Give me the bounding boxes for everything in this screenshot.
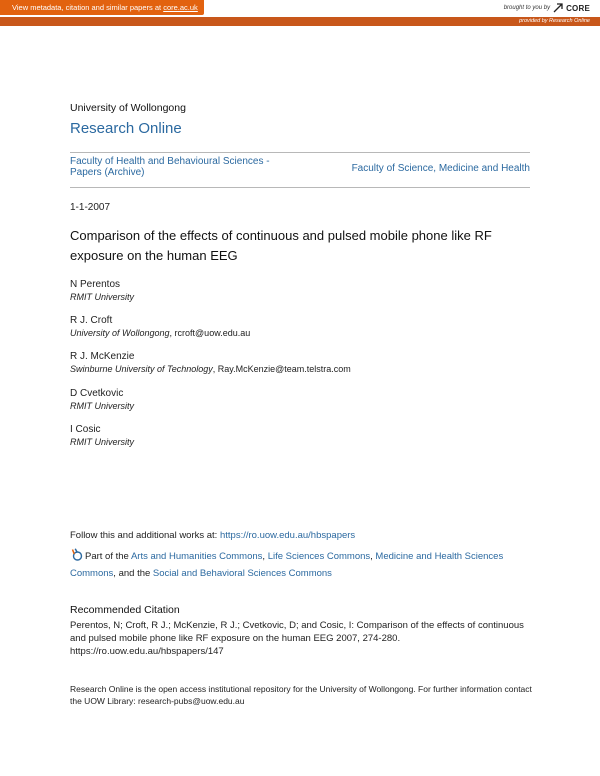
core-link[interactable]: core.ac.uk	[163, 3, 198, 12]
core-metadata-link-bar	[0, 0, 204, 15]
author-entry	[70, 350, 351, 376]
provided-by-text[interactable]: provided by Research Online	[519, 18, 590, 24]
part-of-commons	[70, 548, 530, 582]
commons-link-arts[interactable]: Arts and Humanities Commons	[130, 551, 263, 562]
author-name: I Cosic	[70, 424, 101, 435]
author-affiliation: RMIT University	[70, 437, 135, 447]
author-entry	[70, 314, 250, 340]
brought-by-core	[504, 3, 590, 13]
follow-line	[70, 530, 355, 541]
brought-by-text: brought to you by	[503, 5, 551, 11]
repository-name[interactable]: Research Online	[70, 120, 182, 137]
commons-link-social[interactable]: Social and Behavioral Sciences Commons	[152, 568, 332, 579]
author-entry	[70, 278, 134, 304]
provided-by-bar	[0, 17, 600, 26]
author-affiliation: RMIT University	[70, 401, 135, 411]
paper-title: Comparison of the effects of continuous and pulsed mobile phone like RF exposure on the human EEG	[70, 228, 492, 263]
author-name: R J. Croft	[70, 315, 113, 326]
author-email: , rcroft@uow.edu.au	[169, 328, 251, 338]
commons-link-medicine[interactable]: Medicine and Health Sciences Commons	[70, 551, 504, 579]
author-affiliation: Swinburne University of Technology	[70, 364, 213, 374]
author-affiliation: RMIT University	[70, 292, 135, 302]
recommended-citation-heading: Recommended Citation	[70, 604, 180, 616]
author-entry	[70, 387, 134, 413]
open-access-icon	[70, 548, 83, 561]
author-name: N Perentos	[70, 279, 121, 290]
author-entry	[70, 423, 134, 449]
citation-text: Perentos, N; Croft, R J.; McKenzie, R J.; Cvetkovic, D; and Cosic, I: Comparison of the effects of continuous and pulsed mobile phone like RF exposure on the human EEG 2007, 274-280.	[70, 620, 524, 644]
follow-prefix: Follow this and additional works at:	[70, 530, 220, 541]
banner-text: View metadata, citation and similar papers at	[12, 3, 164, 12]
separator: ,	[262, 551, 268, 562]
part-of-prefix: Part of the	[85, 551, 131, 562]
citation-url: https://ro.uow.edu.au/hbspapers/147	[70, 646, 224, 657]
repository-footer: Research Online is the open access institutional repository for the University of Wollongong. For further information contact the UOW Library: research-pubs@uow.edu.au	[70, 684, 532, 706]
divider-top	[70, 152, 530, 153]
faculty-link-science[interactable]: Faculty of Science, Medicine and Health	[351, 163, 530, 174]
separator: ,	[370, 551, 376, 562]
commons-link-life-sciences[interactable]: Life Sciences Commons	[267, 551, 371, 562]
publication-date: 1-1-2007	[70, 202, 111, 213]
follow-link[interactable]: https://ro.uow.edu.au/hbspapers	[219, 530, 356, 541]
institution-name: University of Wollongong	[70, 102, 186, 114]
separator: , and the	[113, 568, 153, 579]
author-name: D Cvetkovic	[70, 388, 124, 399]
faculty-row	[70, 156, 530, 184]
author-email: , Ray.McKenzie@team.telstra.com	[212, 364, 351, 374]
core-banner	[0, 0, 600, 26]
citation-block	[70, 619, 540, 658]
divider-bottom	[70, 187, 530, 188]
faculty-link-health[interactable]: Faculty of Health and Behavioural Sciences - Papers (Archive)	[70, 156, 270, 178]
core-logo[interactable]: CORE	[566, 3, 590, 13]
core-logo-icon	[553, 3, 563, 13]
author-name: R J. McKenzie	[70, 351, 135, 362]
author-affiliation: University of Wollongong	[70, 328, 170, 338]
